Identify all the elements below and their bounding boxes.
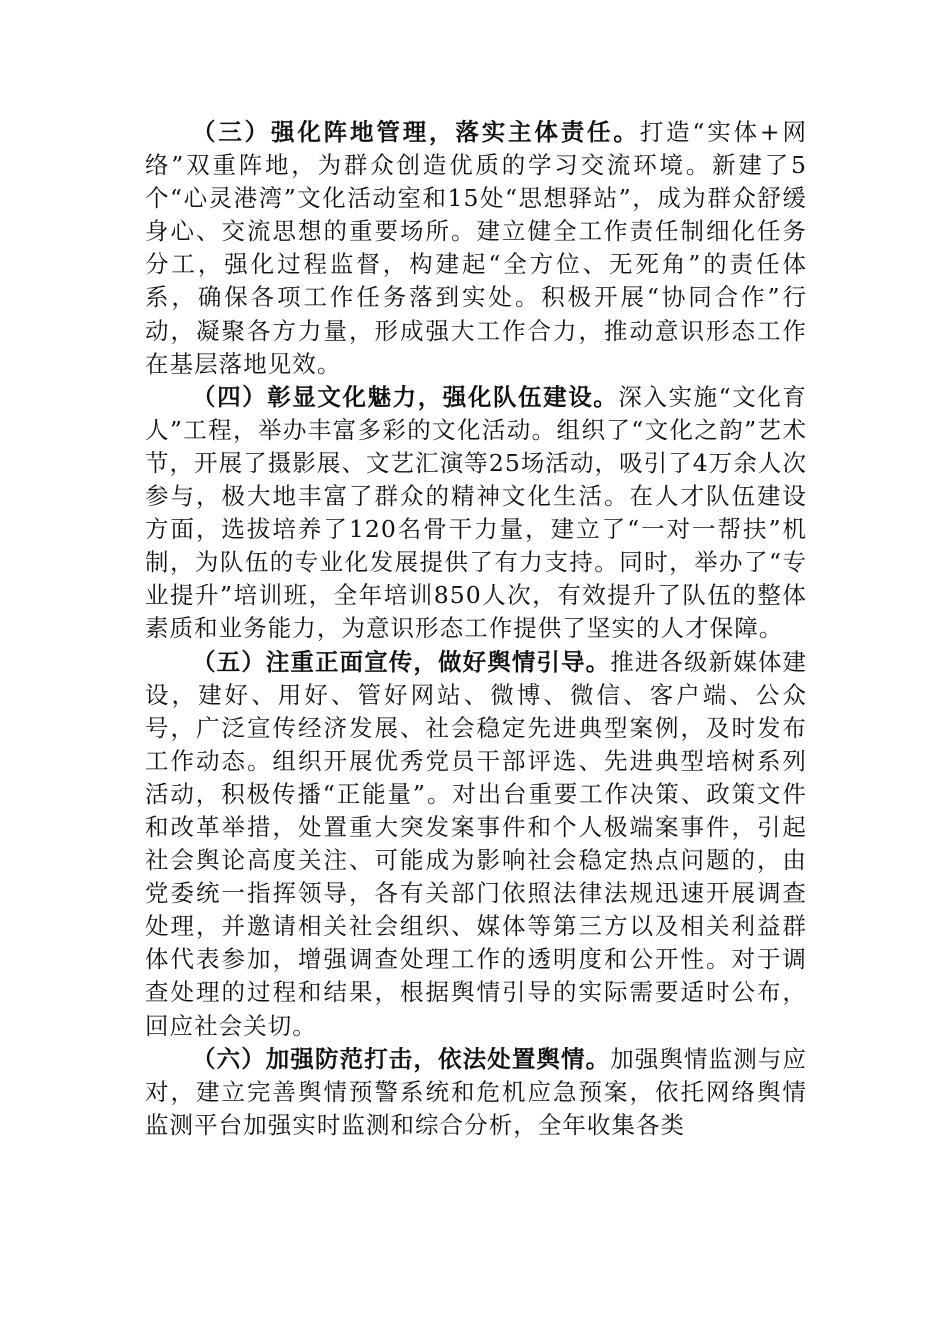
- paragraph-6-heading: （六）加强防范打击，依法处置舆情。: [192, 1044, 611, 1073]
- paragraph-4-heading: （四）彰显文化魅力，强化队伍建设。: [192, 382, 619, 411]
- paragraph-3-heading: （三）强化阵地管理，落实主体责任。: [192, 118, 640, 146]
- paragraph-5-text: 推进各级新媒体建设，建好、用好、管好网站、微博、微信、客户端、公众号，广泛宣传经济发展、社会稳定先进典型案例，及时发布工作动态。组织开展优秀党员干部评选、先进典型培树系列活动，积极传播“正能量”。对出台重要工作决策、政策文件和改革举措，处置重大突发案事件和个人极端案事件，引起社会舆论高度关注、可能成为影响社会稳定热点问题的，由党委统一指挥领导，各有关部门依照法律法规迅速开展调查处理，并邀请相关社会组织、媒体等第三方以及相关利益群体代表参加，增强调查处理工作的透明度和公开性。对于调查处理的过程和结果，根据舆情引导的实际需要适时公布，回应社会关切。: [145, 647, 807, 1040]
- document-body: [145, 116, 807, 1142]
- paragraph-3-text: 打造“实体+网络”双重阵地，为群众创造优质的学习交流环境。新建了5个“心灵港湾”文化活动室和15处“思想驿站”，成为群众舒缓身心、交流思想的重要场所。建立健全工作责任制细化任务分工，强化过程监督，构建起“全方位、无死角”的责任体系，确保各项工作任务落到实处。积极开展“协同合作”行动，凝聚各方力量，形成强大工作合力，推动意识形态工作在基层落地见效。: [145, 118, 807, 378]
- paragraph-5: [145, 646, 807, 1043]
- paragraph-3: [145, 116, 807, 381]
- paragraph-4: [145, 381, 807, 646]
- paragraph-5-heading: （五）注重正面宣传，做好舆情引导。: [192, 647, 611, 676]
- paragraph-6: [145, 1043, 807, 1142]
- paragraph-4-text: 深入实施“文化育人”工程，举办丰富多彩的文化活动。组织了“文化之韵”艺术节，开展了摄影展、文艺汇演等25场活动，吸引了4万余人次参与，极大地丰富了群众的精神文化生活。在人才队伍建设方面，选拔培养了120名骨干力量，建立了“一对一帮扶”机制，为队伍的专业化发展提供了有力支持。同时，举办了“专业提升”培训班，全年培训850人次，有效提升了队伍的整体素质和业务能力，为意识形态工作提供了坚实的人才保障。: [145, 382, 807, 643]
- paragraph-6-text: 加强舆情监测与应对，建立完善舆情预警系统和危机应急预案，依托网络舆情监测平台加强实时监测和综合分析，全年收集各类: [145, 1044, 807, 1139]
